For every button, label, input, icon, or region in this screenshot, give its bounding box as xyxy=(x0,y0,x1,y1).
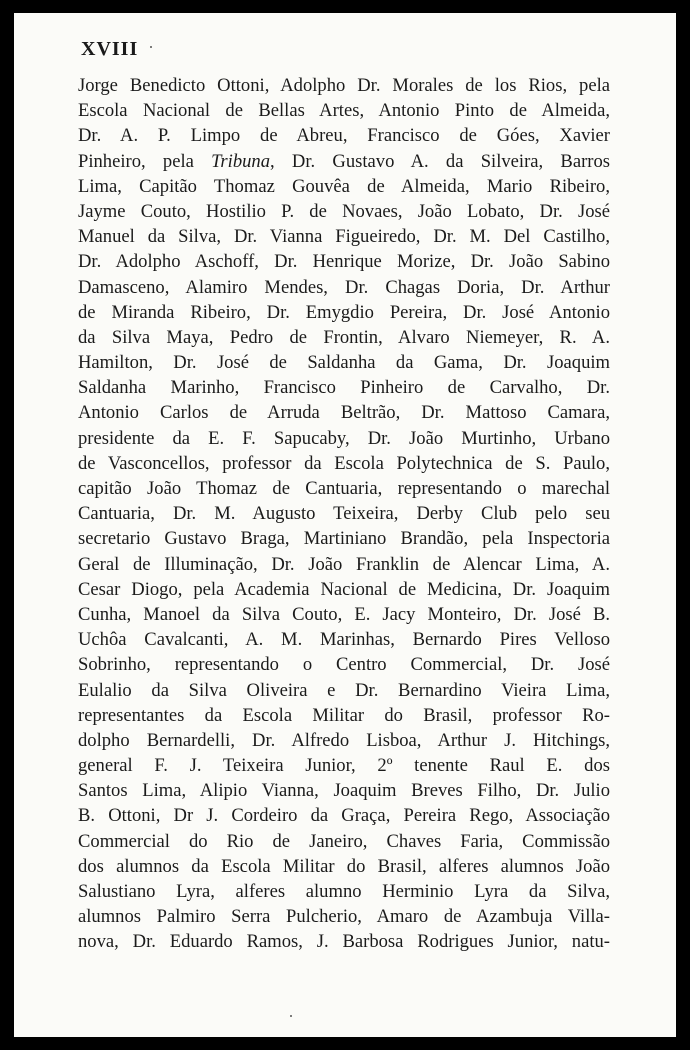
print-speck xyxy=(150,46,152,48)
text-line: Geral de Illuminação, Dr. João Franklin de Alencar Lima, A. xyxy=(78,553,610,575)
text-line: dos alumnos da Escola Militar do Brasil, alferes alumnos João xyxy=(78,855,610,877)
text-line: Damasceno, Alamiro Mendes, Dr. Chagas Doria, Dr. Arthur xyxy=(78,276,610,298)
text-line: Manuel da Silva, Dr. Vianna Figueiredo, Dr. M. Del Castilho, xyxy=(78,226,610,248)
text-line: Hamilton, Dr. José de Saldanha da Gama, Dr. Joaquim xyxy=(78,352,610,374)
text-line: da Silva Maya, Pedro de Frontin, Alvaro Niemeyer, R. A. xyxy=(78,326,610,348)
text-line: de Vasconcellos, professor da Escola Polytechnica de S. Paulo, xyxy=(78,452,610,474)
text-line: secretario Gustavo Braga, Martiniano Brandão, pela Inspectoria xyxy=(78,528,610,550)
text-line: Jorge Benedicto Ottoni, Adolpho Dr. Morales de los Rios, pela xyxy=(78,75,610,96)
text-line: dolpho Bernardelli, Dr. Alfredo Lisboa, Arthur J. Hitchings, xyxy=(78,729,610,751)
book-page xyxy=(14,13,676,1037)
text-line: capitão João Thomaz de Cantuaria, representando o marechal xyxy=(78,478,610,499)
text-line: Cesar Diogo, pela Academia Nacional de Medicina, Dr. Joaquim xyxy=(78,578,610,600)
text-line: Sobrinho, representando o Centro Commercial, Dr. José xyxy=(78,654,610,676)
text-line: Dr. Adolpho Aschoff, Dr. Henrique Morize, Dr. João Sabino xyxy=(78,251,610,273)
italic-title: Tribuna xyxy=(211,150,271,172)
text-line: Eulalio da Silva Oliveira e Dr. Bernardino Vieira Lima, xyxy=(78,679,610,701)
text-line: Pinheiro, pela Tribuna, Dr. Gustavo A. da Silveira, Barros xyxy=(78,150,610,172)
text-line: Lima, Capitão Thomaz Gouvêa de Almeida, Mario Ribeiro, xyxy=(78,175,610,197)
text-line: Jayme Couto, Hostilio P. de Novaes, João Lobato, Dr. José xyxy=(78,200,610,222)
text-line: de Miranda Ribeiro, Dr. Emygdio Pereira, Dr. José Antonio xyxy=(78,301,610,323)
text-line: nova, Dr. Eduardo Ramos, J. Barbosa Rodrigues Junior, natu- xyxy=(78,931,610,953)
text-line: alumnos Palmiro Serra Pulcherio, Amaro de Azambuja Villa- xyxy=(78,906,610,928)
print-speck xyxy=(290,1015,292,1017)
text-line: Antonio Carlos de Arruda Beltrão, Dr. Mattoso Camara, xyxy=(78,402,610,424)
text-line: Commercial do Rio de Janeiro, Chaves Faria, Commissão xyxy=(78,830,610,852)
text-line: Saldanha Marinho, Francisco Pinheiro de Carvalho, Dr. xyxy=(78,377,610,399)
text-line: presidente da E. F. Sapucaby, Dr. João Murtinho, Urbano xyxy=(78,427,610,449)
body-text xyxy=(78,73,610,955)
text-line: Santos Lima, Alipio Vianna, Joaquim Breves Filho, Dr. Julio xyxy=(78,780,610,802)
text-line: general F. J. Teixeira Junior, 2º tenente Raul E. dos xyxy=(78,755,610,777)
text-line: B. Ottoni, Dr J. Cordeiro da Graça, Pereira Rego, Associação xyxy=(78,805,610,827)
page-number: XVIII xyxy=(81,38,139,60)
text-line: Salustiano Lyra, alferes alumno Herminio Lyra da Silva, xyxy=(78,881,610,902)
text-line: Cunha, Manoel da Silva Couto, E. Jacy Monteiro, Dr. José B. xyxy=(78,603,610,625)
text-line: representantes da Escola Militar do Brasil, professor Ro- xyxy=(78,704,610,726)
text-line: Cantuaria, Dr. M. Augusto Teixeira, Derby Club pelo seu xyxy=(78,503,610,525)
text-line: Uchôa Cavalcanti, A. M. Marinhas, Bernardo Pires Velloso xyxy=(78,629,610,651)
text-line: Escola Nacional de Bellas Artes, Antonio Pinto de Almeida, xyxy=(78,100,610,122)
text-line: Dr. A. P. Limpo de Abreu, Francisco de Góes, Xavier xyxy=(78,125,610,147)
